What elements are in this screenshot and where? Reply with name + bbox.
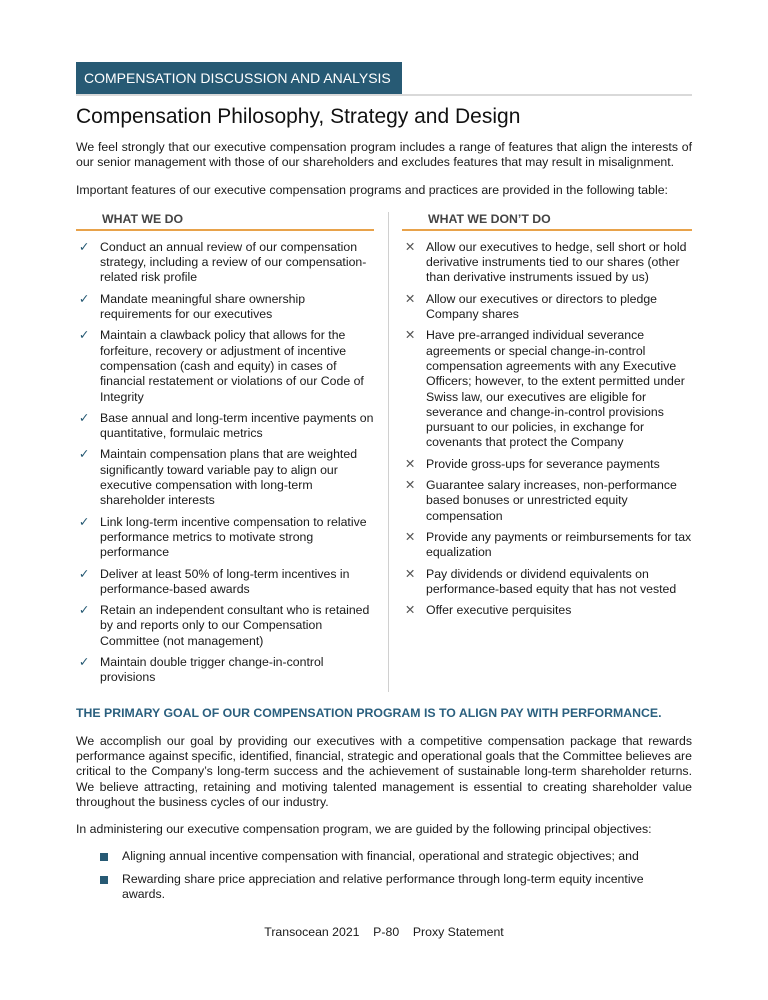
goal-paragraph: We accomplish our goal by providing our executives with a competitive compensation package that rewards performance against specific, identified, financial, strategic and operational goals that the Committee believes are critical to the Company’s long-term success and the achievement of sustainable long-term shareholder returns. We believe attracting, retaining and motiving talented management is essential to creating shareholder value throughout the business cycles of our industry. xyxy=(76,733,692,809)
cross-icon: ✕ xyxy=(404,603,416,618)
cross-icon: ✕ xyxy=(404,529,416,544)
what-we-do-column xyxy=(76,212,389,692)
list-item xyxy=(402,478,692,524)
cross-icon: ✕ xyxy=(404,456,416,471)
checkmark-icon: ✓ xyxy=(78,566,90,581)
list-item-text: Aligning annual incentive compensation with financial, operational and strategic objectives; and xyxy=(122,849,639,864)
what-we-dont-do-column xyxy=(402,212,692,692)
what-we-do-list xyxy=(76,240,374,686)
checkmark-icon: ✓ xyxy=(78,447,90,462)
what-we-do-heading: WHAT WE DO xyxy=(76,212,374,231)
checkmark-icon: ✓ xyxy=(78,655,90,670)
list-item xyxy=(402,530,692,561)
list-item-text: Rewarding share price appreciation and relative performance through long-term equity incentive awards. xyxy=(122,871,644,901)
list-item-text: Have pre-arranged individual severance agreements or special change-in-control compensation agreements with any Executive Officers; however, to the extent permitted under Swiss law, our executives are eligible for severance and change-in-control provisions pursuant to our policies, in exchange for covenants that protect the Company xyxy=(426,328,685,450)
cross-icon: ✕ xyxy=(404,291,416,306)
list-item xyxy=(402,457,692,472)
list-item-text: Base annual and long-term incentive payments on quantitative, formulaic metrics xyxy=(100,410,374,441)
square-bullet-icon xyxy=(100,876,108,884)
list-item-text: Pay dividends or dividend equivalents on performance-based equity that has not vested xyxy=(426,566,677,596)
list-item-text: Provide gross-ups for severance payments xyxy=(426,456,660,471)
list-item xyxy=(100,849,680,864)
list-item xyxy=(76,328,374,404)
checkmark-icon: ✓ xyxy=(78,291,90,306)
goal-heading: THE PRIMARY GOAL OF OUR COMPENSATION PROGRAM IS TO ALIGN PAY WITH PERFORMANCE. xyxy=(76,705,662,720)
intro-paragraph: We feel strongly that our executive compensation program includes a range of features that align the interests of our senior management with those of our shareholders and excludes features that may result in misalignment. xyxy=(76,140,692,170)
features-table xyxy=(76,212,692,692)
checkmark-icon: ✓ xyxy=(78,514,90,529)
list-item-text: Offer executive perquisites xyxy=(426,603,572,618)
spacer xyxy=(76,909,692,925)
what-we-dont-do-list xyxy=(402,240,692,619)
list-item xyxy=(76,567,374,598)
list-item xyxy=(100,872,680,903)
list-item xyxy=(402,240,692,286)
list-item-text: Maintain compensation plans that are weighted significantly toward variable pay to align our executive compensation with long-term shareholder interests xyxy=(100,447,358,508)
cross-icon: ✕ xyxy=(404,328,416,343)
cross-icon: ✕ xyxy=(404,566,416,581)
list-item xyxy=(402,603,692,618)
checkmark-icon: ✓ xyxy=(78,239,90,254)
page xyxy=(76,0,692,976)
list-item xyxy=(76,515,374,561)
objectives-list xyxy=(100,849,680,909)
objectives-intro: In administering our executive compensation program, we are guided by the following principal objectives: xyxy=(76,822,652,837)
list-item xyxy=(76,411,374,442)
cross-icon: ✕ xyxy=(404,478,416,493)
list-item-text: Link long-term incentive compensation to relative performance metrics to motivate strong performance xyxy=(100,514,367,560)
page-title: Compensation Philosophy, Strategy and Design xyxy=(76,105,521,128)
checkmark-icon: ✓ xyxy=(78,410,90,425)
list-item-text: Maintain a clawback policy that allows for the forfeiture, recovery or adjustment of incentive compensation (cash and equity) in cases of financial restatement or violations of our Code of Integrity xyxy=(100,328,364,404)
list-item-text: Maintain double trigger change-in-control provisions xyxy=(100,655,324,685)
list-item xyxy=(402,328,692,450)
section-tag: COMPENSATION DISCUSSION AND ANALYSIS xyxy=(76,62,402,94)
list-item-text: Allow our executives to hedge, sell short or hold derivative instruments tied to our shares (other than derivative instruments issued by us) xyxy=(426,239,687,285)
what-we-dont-do-heading: WHAT WE DON’T DO xyxy=(402,212,692,231)
list-item xyxy=(76,447,374,508)
checkmark-icon: ✓ xyxy=(78,603,90,618)
list-item-text: Conduct an annual review of our compensation strategy, including a review of our compensation-related risk profile xyxy=(100,239,367,285)
cross-icon: ✕ xyxy=(404,239,416,254)
list-item-text: Retain an independent consultant who is retained by and reports only to our Compensation Committee (not management) xyxy=(100,603,370,648)
square-bullet-icon xyxy=(100,853,108,861)
list-item xyxy=(402,567,692,598)
page-footer: Transocean 2021 P-80 Proxy Statement xyxy=(264,925,504,940)
list-item xyxy=(76,240,374,286)
list-item-text: Mandate meaningful share ownership requirements for our executives xyxy=(100,291,306,322)
list-item-text: Provide any payments or reimbursements for tax equalization xyxy=(426,529,692,560)
checkmark-icon: ✓ xyxy=(78,328,90,343)
section-header xyxy=(76,62,692,96)
list-item-text: Guarantee salary increases, non-performance based bonuses or unrestricted equity compensation xyxy=(426,478,677,523)
list-item xyxy=(76,292,374,323)
table-intro: Important features of our executive compensation programs and practices are provided in the following table: xyxy=(76,182,668,197)
list-item xyxy=(76,655,374,686)
list-item xyxy=(76,603,374,649)
list-item xyxy=(402,292,692,323)
list-item-text: Allow our executives or directors to pledge Company shares xyxy=(426,291,658,322)
list-item-text: Deliver at least 50% of long-term incentives in performance-based awards xyxy=(100,566,350,596)
